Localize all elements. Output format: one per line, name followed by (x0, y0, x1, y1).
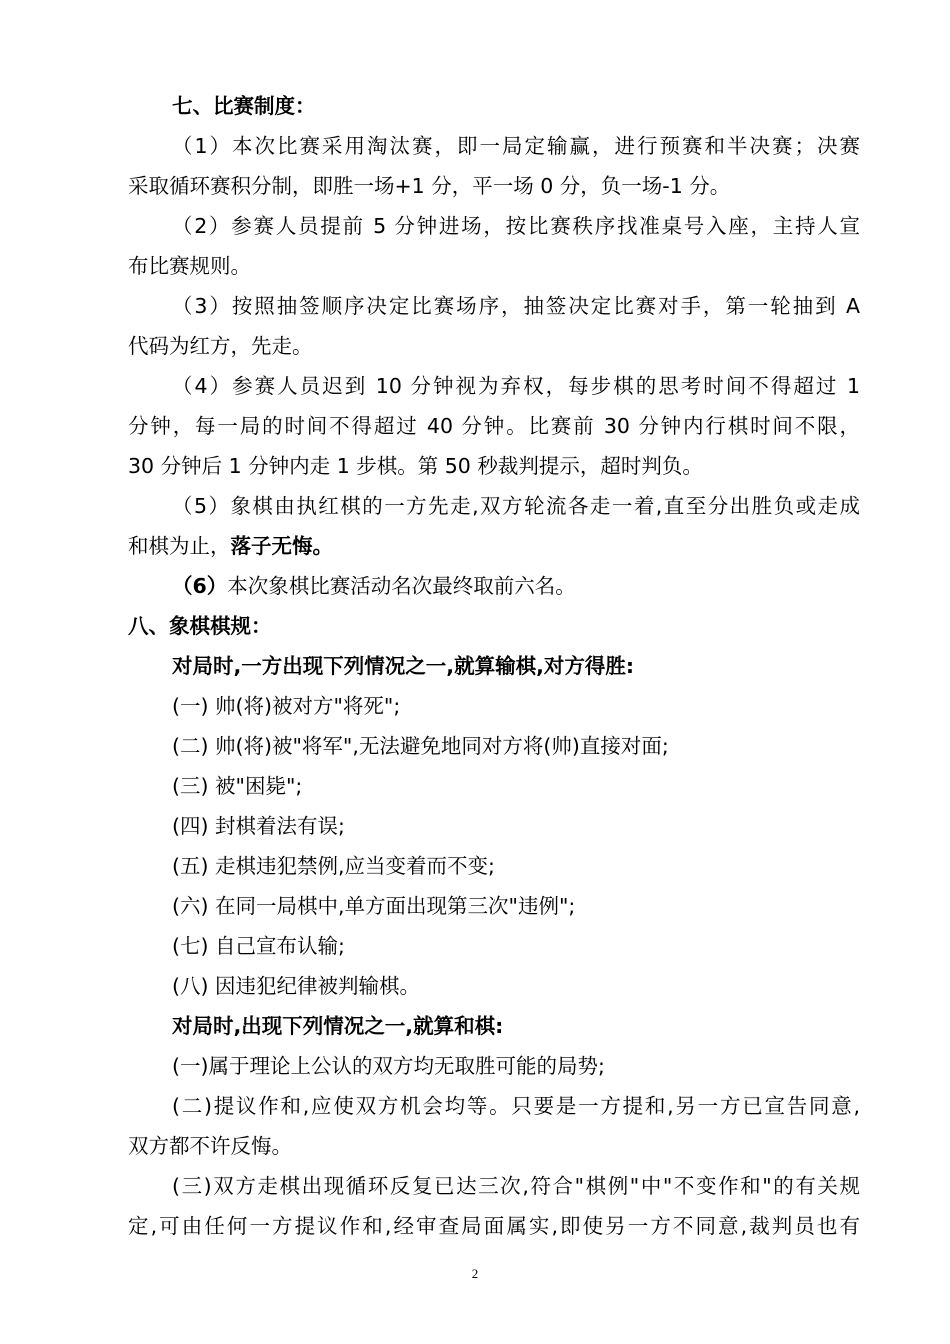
lose-item: (七) 自己宣布认输; (172, 934, 345, 958)
item-5-emphasis: 落子无悔。 (230, 534, 333, 558)
draw-item-3-line-1: (三)双方走棋出现循环反复已达三次,符合"棋例"中"不变作和"的有关规 (172, 1174, 860, 1198)
item-5-line-1: （5）象棋由执红棋的一方先走,双方轮流各走一着,直至分出胜负或走成 (172, 494, 860, 518)
lose-item: (八) 因违犯纪律被判输棋。 (172, 974, 421, 998)
lose-item: (四) 封棋着法有误; (172, 814, 345, 838)
item-3-line-1: （3）按照抽签顺序决定比赛场序，抽签决定比赛对手，第一轮抽到 A (172, 294, 860, 318)
lose-item: (三) 被"困毙"; (172, 774, 303, 798)
item-2-line-2: 布比赛规则。 (128, 254, 251, 278)
section-7-heading: 七、比赛制度： (172, 94, 316, 118)
lose-item: (六) 在同一局棋中,单方面出现第三次"违例"; (172, 894, 576, 918)
item-3-line-2: 代码为红方，先走。 (128, 334, 313, 358)
lose-conditions-intro: 对局时,一方出现下列情况之一,就算输棋,对方得胜: (172, 654, 635, 678)
lose-item: (五) 走棋违犯禁例,应当变着而不变; (172, 854, 495, 878)
item-4-line-1: （4）参赛人员迟到 10 分钟视为弃权，每步棋的思考时间不得超过 1 (172, 374, 860, 398)
item-6 (172, 572, 576, 600)
lose-item: (二) 帅(将)被"将军",无法避免地同对方将(帅)直接对面; (172, 734, 669, 758)
item-1-line-1: （1）本次比赛采用淘汰赛，即一局定输赢，进行预赛和半决赛；决赛 (172, 134, 860, 158)
item-6-label: （6） (172, 574, 228, 598)
draw-item-2-line-2: 双方都不许反悔。 (128, 1134, 292, 1158)
draw-item-3-line-2: 定,可由任何一方提议作和,经审查局面属实,即使另一方不同意,裁判员也有 (128, 1214, 860, 1238)
section-8-heading: 八、象棋棋规： (128, 614, 272, 638)
item-2-line-1: （2）参赛人员提前 5 分钟进场，按比赛秩序找准桌号入座，主持人宣 (172, 214, 860, 238)
page-number: 2 (471, 1266, 479, 1281)
item-4-line-3: 30 分钟后 1 分钟内走 1 步棋。第 50 秒裁判提示，超时判负。 (128, 454, 703, 478)
draw-item-2-line-1: (二)提议作和,应使双方机会均等。只要是一方提和,另一方已宣告同意, (172, 1094, 860, 1118)
item-6-text: 本次象棋比赛活动名次最终取前六名。 (227, 574, 576, 598)
lose-item: (一) 帅(将)被对方"将死"; (172, 694, 401, 718)
draw-conditions-intro: 对局时,出现下列情况之一,就算和棋: (172, 1014, 504, 1038)
item-4-line-2: 分钟，每一局的时间不得超过 40 分钟。比赛前 30 分钟内行棋时间不限， (128, 414, 860, 438)
item-1-line-2: 采取循环赛积分制，即胜一场+1 分，平一场 0 分，负一场-1 分。 (128, 174, 731, 198)
draw-item-1: (一)属于理论上公认的双方均无取胜可能的局势; (172, 1054, 605, 1078)
item-5-line-2-text: 和棋为止， (128, 534, 231, 558)
item-5-line-2 (128, 532, 333, 560)
